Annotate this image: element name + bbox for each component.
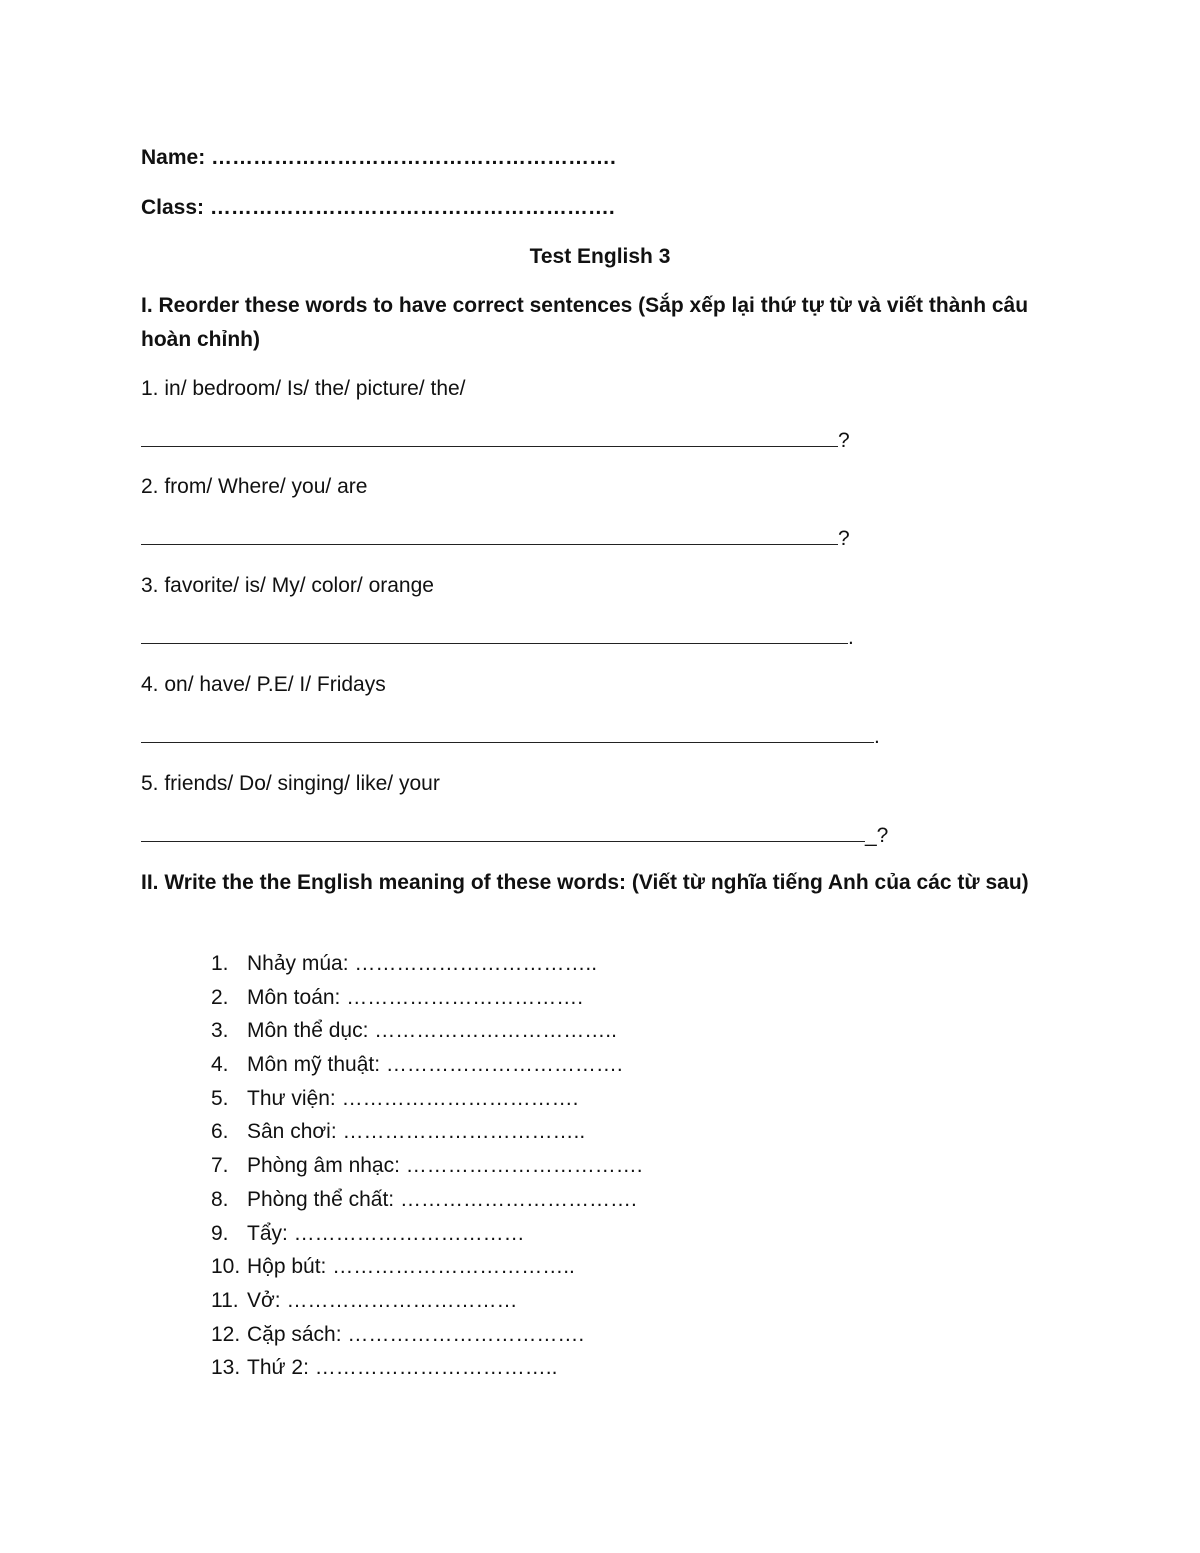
answer-line-2: [141, 522, 850, 552]
item-number: 11.: [211, 1288, 239, 1312]
vocab-list: [211, 947, 643, 1385]
item-number: 7.: [211, 1154, 229, 1178]
list-item: [211, 1250, 643, 1284]
reorder-prompt-1: 1. in/ bedroom/ Is/ the/ picture/ the/: [141, 377, 466, 400]
item-text: Thư viện: …………………………….: [247, 1086, 579, 1110]
item-text: Môn toán: …………………………….: [247, 985, 584, 1009]
item-text: Tẩy: ……………………………: [247, 1221, 525, 1245]
item-number: 13.: [211, 1356, 241, 1380]
answer-rule: [141, 522, 838, 545]
end-mark: .: [848, 626, 854, 649]
reorder-prompt-2: 2. from/ Where/ you/ are: [141, 475, 368, 498]
answer-rule: [141, 424, 838, 447]
page-title: Test English 3: [529, 245, 671, 268]
reorder-prompt-4: 4. on/ have/ P.E/ I/ Fridays: [141, 673, 386, 696]
list-item: [211, 1115, 643, 1149]
answer-line-4: [141, 720, 880, 750]
end-mark: ?: [838, 429, 850, 452]
end-mark: _?: [865, 824, 889, 847]
list-item: [211, 1149, 643, 1183]
name-field: Name: ………………………………………………….: [141, 146, 616, 169]
list-item: [211, 1351, 643, 1385]
list-item: [211, 1217, 643, 1251]
item-text: Nhảy múa: ……………………………..: [247, 952, 598, 975]
answer-line-5: [141, 819, 888, 849]
item-number: 4.: [211, 1053, 229, 1077]
reorder-prompt-5: 5. friends/ Do/ singing/ like/ your: [141, 772, 440, 795]
end-mark: ?: [838, 527, 850, 550]
item-text: Phòng thể chất: …………………………….: [247, 1187, 637, 1211]
item-number: 3.: [211, 1019, 229, 1043]
item-text: Môn thể dục: ……………………………..: [247, 1019, 617, 1043]
list-item: [211, 981, 643, 1015]
item-text: Phòng âm nhạc: …………………………….: [247, 1154, 643, 1178]
item-number: 10.: [211, 1255, 241, 1279]
item-number: 9.: [211, 1221, 229, 1245]
item-number: 12.: [211, 1322, 241, 1346]
answer-line-3: [141, 621, 854, 651]
list-item: [211, 1284, 643, 1318]
class-field: Class: ………………………………………………….: [141, 196, 615, 219]
answer-rule: [141, 819, 865, 842]
item-text: Sân chơi: ……………………………..: [247, 1120, 586, 1144]
answer-rule: [141, 720, 874, 743]
reorder-prompt-3: 3. favorite/ is/ My/ color/ orange: [141, 574, 434, 597]
item-text: Thứ 2: ……………………………..: [247, 1356, 558, 1380]
item-text: Cặp sách: …………………………….: [247, 1322, 585, 1346]
item-number: 5.: [211, 1086, 229, 1110]
item-number: 1.: [211, 952, 229, 975]
item-number: 8.: [211, 1187, 229, 1211]
section1-heading: I. Reorder these words to have correct sentences (Sắp xếp lại thứ tự từ và viết thành câu hoàn chỉnh): [141, 294, 1029, 351]
item-text: Môn mỹ thuật: …………………………….: [247, 1053, 623, 1077]
item-number: 2.: [211, 985, 229, 1009]
answer-rule: [141, 621, 848, 644]
answer-line-1: [141, 424, 850, 454]
list-item: [211, 947, 643, 981]
list-item: [211, 1183, 643, 1217]
list-item: [211, 1318, 643, 1352]
list-item: [211, 1014, 643, 1048]
end-mark: .: [874, 725, 880, 748]
item-text: Hộp bút: ……………………………..: [247, 1255, 575, 1279]
list-item: [211, 1082, 643, 1116]
item-text: Vở: ……………………………: [247, 1288, 518, 1312]
list-item: [211, 1048, 643, 1082]
item-number: 6.: [211, 1120, 229, 1144]
section2-heading: II. Write the the English meaning of these words: (Viết từ nghĩa tiếng Anh của các từ sau): [141, 871, 1029, 894]
